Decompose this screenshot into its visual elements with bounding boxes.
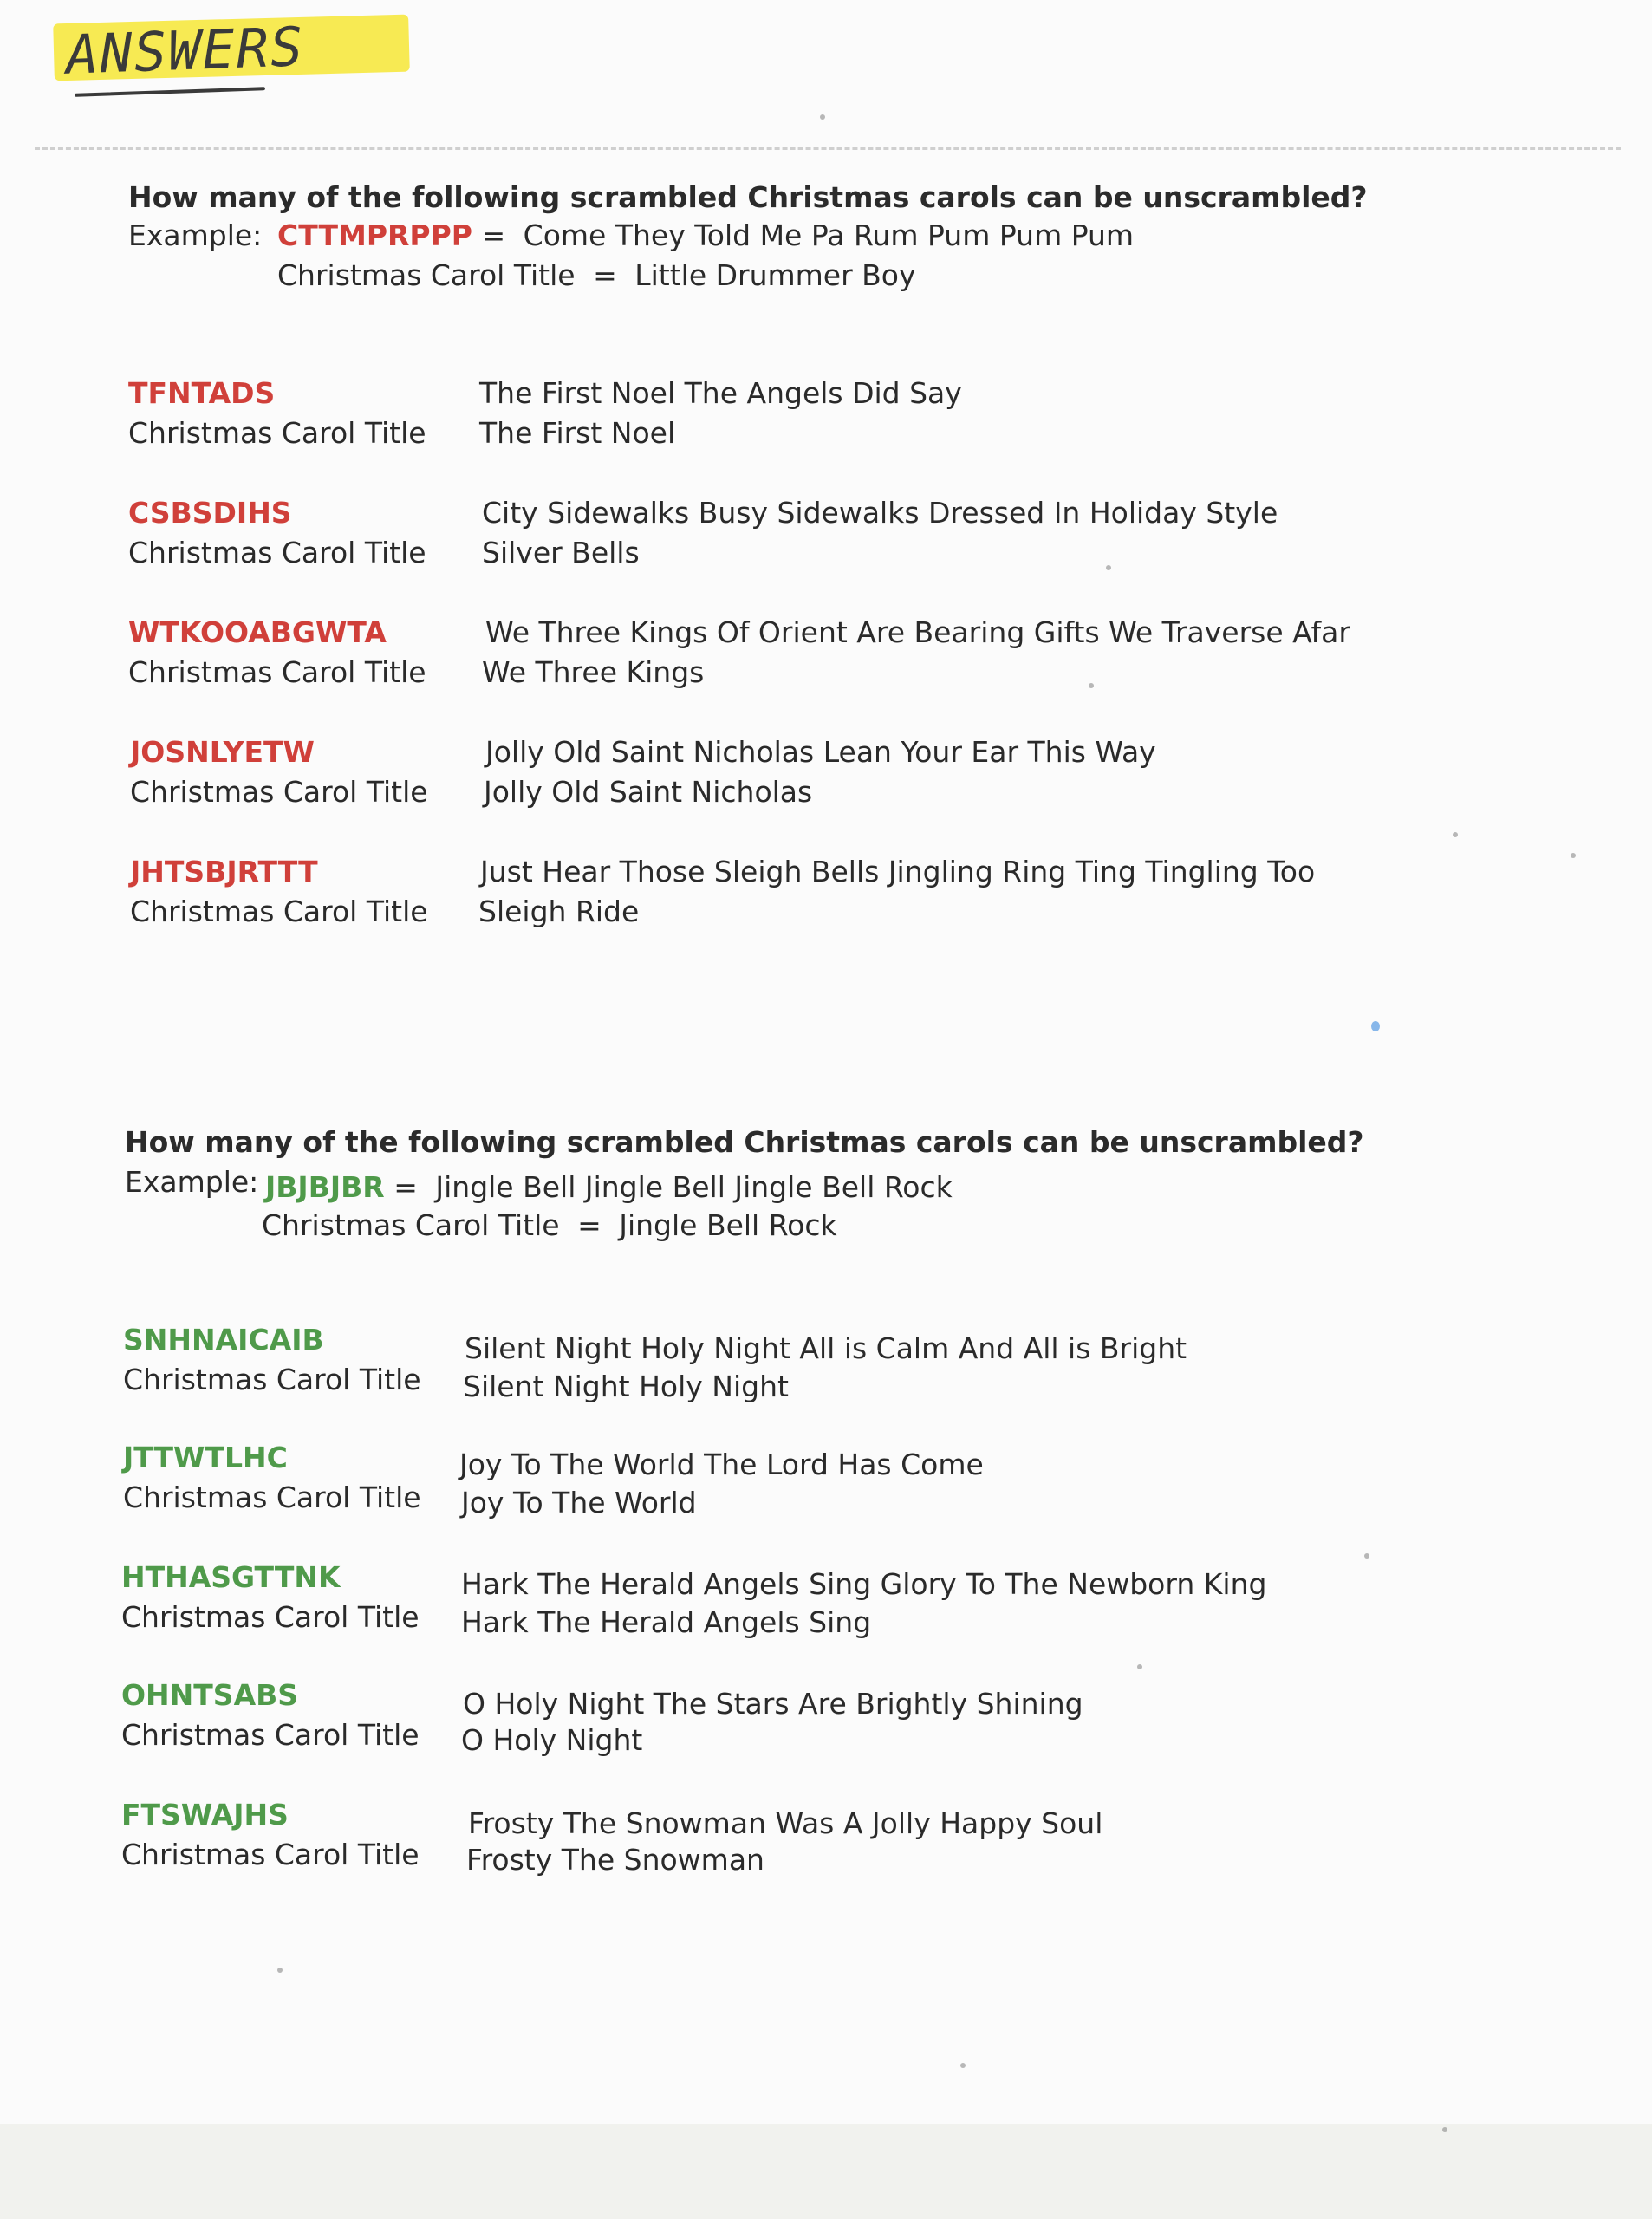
lyric-answer: The First Noel The Angels Did Say <box>479 376 962 410</box>
example-line-red <box>277 218 1134 252</box>
title-answer: Sleigh Ride <box>478 895 640 928</box>
scrambled-code: TFNTADS <box>128 376 276 410</box>
entry-green-2 <box>123 1441 1652 1527</box>
lyric-answer: Just Hear Those Sleigh Bells Jingling Ring Ting Tingling Too <box>480 855 1316 888</box>
example-line-green <box>265 1170 953 1204</box>
entry-red-5 <box>130 855 1652 941</box>
title-answer: Silent Night Holy Night <box>463 1370 789 1403</box>
example-lyric-green: Jingle Bell Jingle Bell Jingle Bell Rock <box>435 1170 953 1204</box>
entry-red-4 <box>130 735 1652 822</box>
scan-speck <box>277 1968 283 1973</box>
carol-title-label: Christmas Carol Title <box>121 1600 420 1634</box>
scrambled-code: CSBSDIHS <box>128 496 292 530</box>
carol-title-label: Christmas Carol Title <box>130 775 428 809</box>
scan-speck <box>1364 1553 1369 1559</box>
scrambled-code: HTHASGTTNK <box>121 1560 341 1594</box>
lyric-answer: City Sidewalks Busy Sidewalks Dressed In Holiday Style <box>482 496 1278 530</box>
carol-title-label: Christmas Carol Title <box>121 1838 420 1871</box>
scrambled-code: JOSNLYETW <box>130 735 315 769</box>
example-title-equals-green: = <box>577 1208 602 1242</box>
scrambled-code: SNHNAICAIB <box>123 1323 324 1357</box>
handwritten-answers-title: ANSWERS <box>64 15 306 87</box>
title-answer: Hark The Herald Angels Sing <box>461 1605 872 1639</box>
example-title-red: Little Drummer Boy <box>634 258 916 292</box>
scan-speck <box>1106 565 1111 570</box>
scan-speck <box>1089 683 1094 688</box>
carol-title-label: Christmas Carol Title <box>123 1480 421 1514</box>
scan-speck <box>1453 832 1458 837</box>
entry-green-5 <box>121 1798 1652 1884</box>
entry-red-2 <box>128 496 1652 582</box>
title-answer: Joy To The World <box>461 1486 697 1519</box>
title-answer: The First Noel <box>479 416 676 450</box>
carol-title-label: Christmas Carol Title <box>123 1363 421 1396</box>
lyric-answer: Silent Night Holy Night All is Calm And All is Bright <box>465 1331 1187 1365</box>
example-code-green: JBJBJBR <box>265 1170 385 1204</box>
question-green: How many of the following scrambled Christmas carols can be unscrambled? <box>125 1125 1364 1159</box>
title-answer: Jolly Old Saint Nicholas <box>484 775 813 809</box>
fold-line <box>35 147 1621 150</box>
lyric-answer: Hark The Herald Angels Sing Glory To The Newborn King <box>461 1567 1267 1601</box>
example-code-red: CTTMPRPPP <box>277 218 472 252</box>
entry-green-4 <box>121 1678 1652 1765</box>
scan-speck-blue <box>1371 1021 1380 1031</box>
example-title-label-red: Christmas Carol Title <box>277 258 576 292</box>
example-label-green: Example: <box>125 1165 259 1199</box>
example-equals-green: = <box>393 1170 418 1204</box>
entry-green-3 <box>121 1560 1652 1647</box>
scan-speck <box>1571 853 1576 858</box>
example-label-red: Example: <box>128 218 263 252</box>
scrambled-code: JHTSBJRTTT <box>130 855 318 888</box>
scan-speck <box>820 114 825 120</box>
example-lyric-red: Come They Told Me Pa Rum Pum Pum Pum <box>523 218 1135 252</box>
entry-red-1 <box>128 376 1652 463</box>
example-title-line-red <box>277 258 916 292</box>
title-answer: We Three Kings <box>482 655 705 689</box>
entry-green-1 <box>123 1323 1652 1409</box>
lyric-answer: Jolly Old Saint Nicholas Lean Your Ear This Way <box>485 735 1156 769</box>
carol-title-label: Christmas Carol Title <box>121 1718 420 1752</box>
scan-speck <box>960 2063 966 2068</box>
lyric-answer: O Holy Night The Stars Are Brightly Shining <box>463 1687 1083 1721</box>
example-title-line-green <box>262 1208 837 1242</box>
lyric-answer: Joy To The World The Lord Has Come <box>459 1448 984 1481</box>
scrambled-code: JTTWTLHC <box>123 1441 288 1474</box>
lyric-answer: We Three Kings Of Orient Are Bearing Gifts We Traverse Afar <box>485 615 1350 649</box>
example-title-equals-red: = <box>593 258 617 292</box>
title-answer: O Holy Night <box>461 1723 643 1757</box>
scan-speck <box>1442 2127 1447 2132</box>
title-answer: Frosty The Snowman <box>466 1843 764 1877</box>
carol-title-label: Christmas Carol Title <box>128 655 426 689</box>
example-equals-red: = <box>481 218 506 252</box>
scan-speck <box>1137 1664 1142 1669</box>
scan-bottom-margin <box>0 2124 1652 2219</box>
title-answer: Silver Bells <box>482 536 640 569</box>
scrambled-code: WTKOOABGWTA <box>128 615 387 649</box>
example-title-green: Jingle Bell Rock <box>619 1208 837 1242</box>
carol-title-label: Christmas Carol Title <box>130 895 428 928</box>
scrambled-code: FTSWAJHS <box>121 1798 289 1832</box>
entry-red-3 <box>128 615 1652 702</box>
scrambled-code: OHNTSABS <box>121 1678 299 1712</box>
carol-title-label: Christmas Carol Title <box>128 416 426 450</box>
lyric-answer: Frosty The Snowman Was A Jolly Happy Soul <box>468 1806 1103 1840</box>
example-title-label-green: Christmas Carol Title <box>262 1208 560 1242</box>
question-red: How many of the following scrambled Christmas carols can be unscrambled? <box>128 180 1368 214</box>
carol-title-label: Christmas Carol Title <box>128 536 426 569</box>
